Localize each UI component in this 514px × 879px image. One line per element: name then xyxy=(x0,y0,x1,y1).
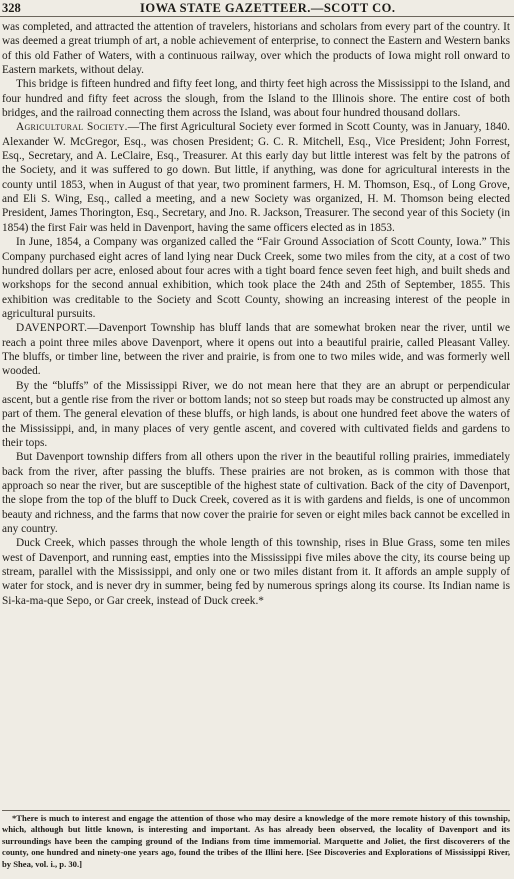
section-lead: DAVENPORT. xyxy=(16,322,88,335)
paragraph: DAVENPORT.—Davenport Township has bluff lands that are somewhat broken near the river, until we reach a point three miles above Davenport, where it opens out into a beautiful prairie, called Pleasant Valley. The bluffs, or timber line, between the river and prairie, is from one to two miles wide, and was formerly well wooded. xyxy=(2,322,510,378)
footnote xyxy=(2,813,510,870)
body-text xyxy=(2,20,510,608)
paragraph: In June, 1854, a Company was organized called the “Fair Ground Association of Scott County, Iowa.” This Company purchased eight acres of land lying near Duck Creek, some two miles from the city, at a cost of two hundred dollars per acre, enlosed about four acres with a tight board fence seven feet high, and built sheds and workshops for the second annual exhibition, which took place the 24th and 25th of September, 1855. This exhibition was creditable to the Society and Scott County, showing an increasing interest of the people in agricultural pursuits. xyxy=(2,236,510,320)
running-header xyxy=(0,0,514,17)
paragraph: This bridge is fifteen hundred and fifty feet long, and thirty feet high across the Mississippi to the Island, and four hundred and fifty feet across the slough, from the Island to the Illinois shore. The entire cost of both bridges, and the railroad connecting them across the Island, was about four hundred thousand dollars. xyxy=(2,78,510,120)
paragraph: Agricultural Society.—The first Agricultural Society ever formed in Scott County, was in January, 1840. Alexander W. McGregor, Esq., was chosen President; G. C. R. Mitchell, Esq., Vice President; John Forrest, Esq., Secretary, and A. LeClaire, Esq., Treasurer. At this early day but little interest was felt by the patrons of the Society, and it was suffered to go down. But little, if anything, was done for agricultural interests in the county until 1853, when in August of that year, two prominent farmers, H. M. Thomson, Esq., of Long Grove, and Eli S. Wing, Esq., called a meeting, and a new Society was organized, H. M. Thomson being elected President, James Thorington, Esq., Secretary, and Jno. R. Jackson, Treasurer. The second year of this Society (in 1854) the first Fair was held in Davenport, having the same officers elected as in 1853. xyxy=(2,121,510,234)
running-title: IOWA STATE GAZETTEER.—SCOTT CO. xyxy=(140,1,396,15)
page-number: 328 xyxy=(2,1,21,15)
paragraph: But Davenport township differs from all others upon the river in the beautiful rolling prairies, immediately back from the river, after passing the bluffs. These prairies are not broken, as is common with those that approach so near the river, but are susceptible of the highest state of cultivation. Back of the city of Davenport, the slope from the top of the bluff to Duck Creek, covered as it is with gardens and fields, is one of uncommon beauty and richness, and the farms that now cover the prairie for seven or eight miles back cannot be excelled in any country. xyxy=(2,451,510,536)
paragraph: Duck Creek, which passes through the whole length of this township, rises in Blue Grass, some ten miles west of Davenport, and running east, empties into the Mississippi five miles above the city, its course being up stream, parallel with the Mississippi, and only one or two miles distant from it. It affords an ample supply of water for stock, and is never dry in summer, being fed by numerous springs along its course. Its Indian name is Si-ka-ma-que Sepo, or Gar creek, instead of Duck creek.* xyxy=(2,537,510,607)
footnote-divider xyxy=(2,810,510,811)
footnote-text: *There is much to interest and engage the attention of those who may desire a knowledge of the more remote history of this township, which, although but little known, is interesting and important. As has already been observed, the locality of Davenport and its surroundings have been the camping ground of the Indians from time immemorial. Marquette and Joliet, the first discoverers of the county, one hundred and ninety-one years ago, found the tribes of the Illini here. [See Discoveries and Explorations of Mississippi River, by Shea, vol. i., p. 30.] xyxy=(2,813,510,869)
paragraph: was completed, and attracted the attention of travelers, historians and scholars from every part of the country. It was deemed a great triumph of art, a noble achievement of enterprise, to connect the Eastern and Western banks of this old Father of Waters, with a continuous railway, over which the products of Iowa might roll onward to Eastern markets, without delay. xyxy=(2,21,510,77)
paragraph: By the “bluffs” of the Mississippi River, we do not mean here that they are an abrupt or perpendicular ascent, but a gentle rise from the river or bottom lands; not so steep but roads may be constructed up almost any part of them. The general elevation of these bluffs, or high lands, is about one hundred feet above the waters of the Mississippi, and, in many places of very gentle ascent, and covered with cultivated fields and gardens to their tops. xyxy=(2,379,510,449)
section-lead: Agricultural Society. xyxy=(16,121,128,134)
